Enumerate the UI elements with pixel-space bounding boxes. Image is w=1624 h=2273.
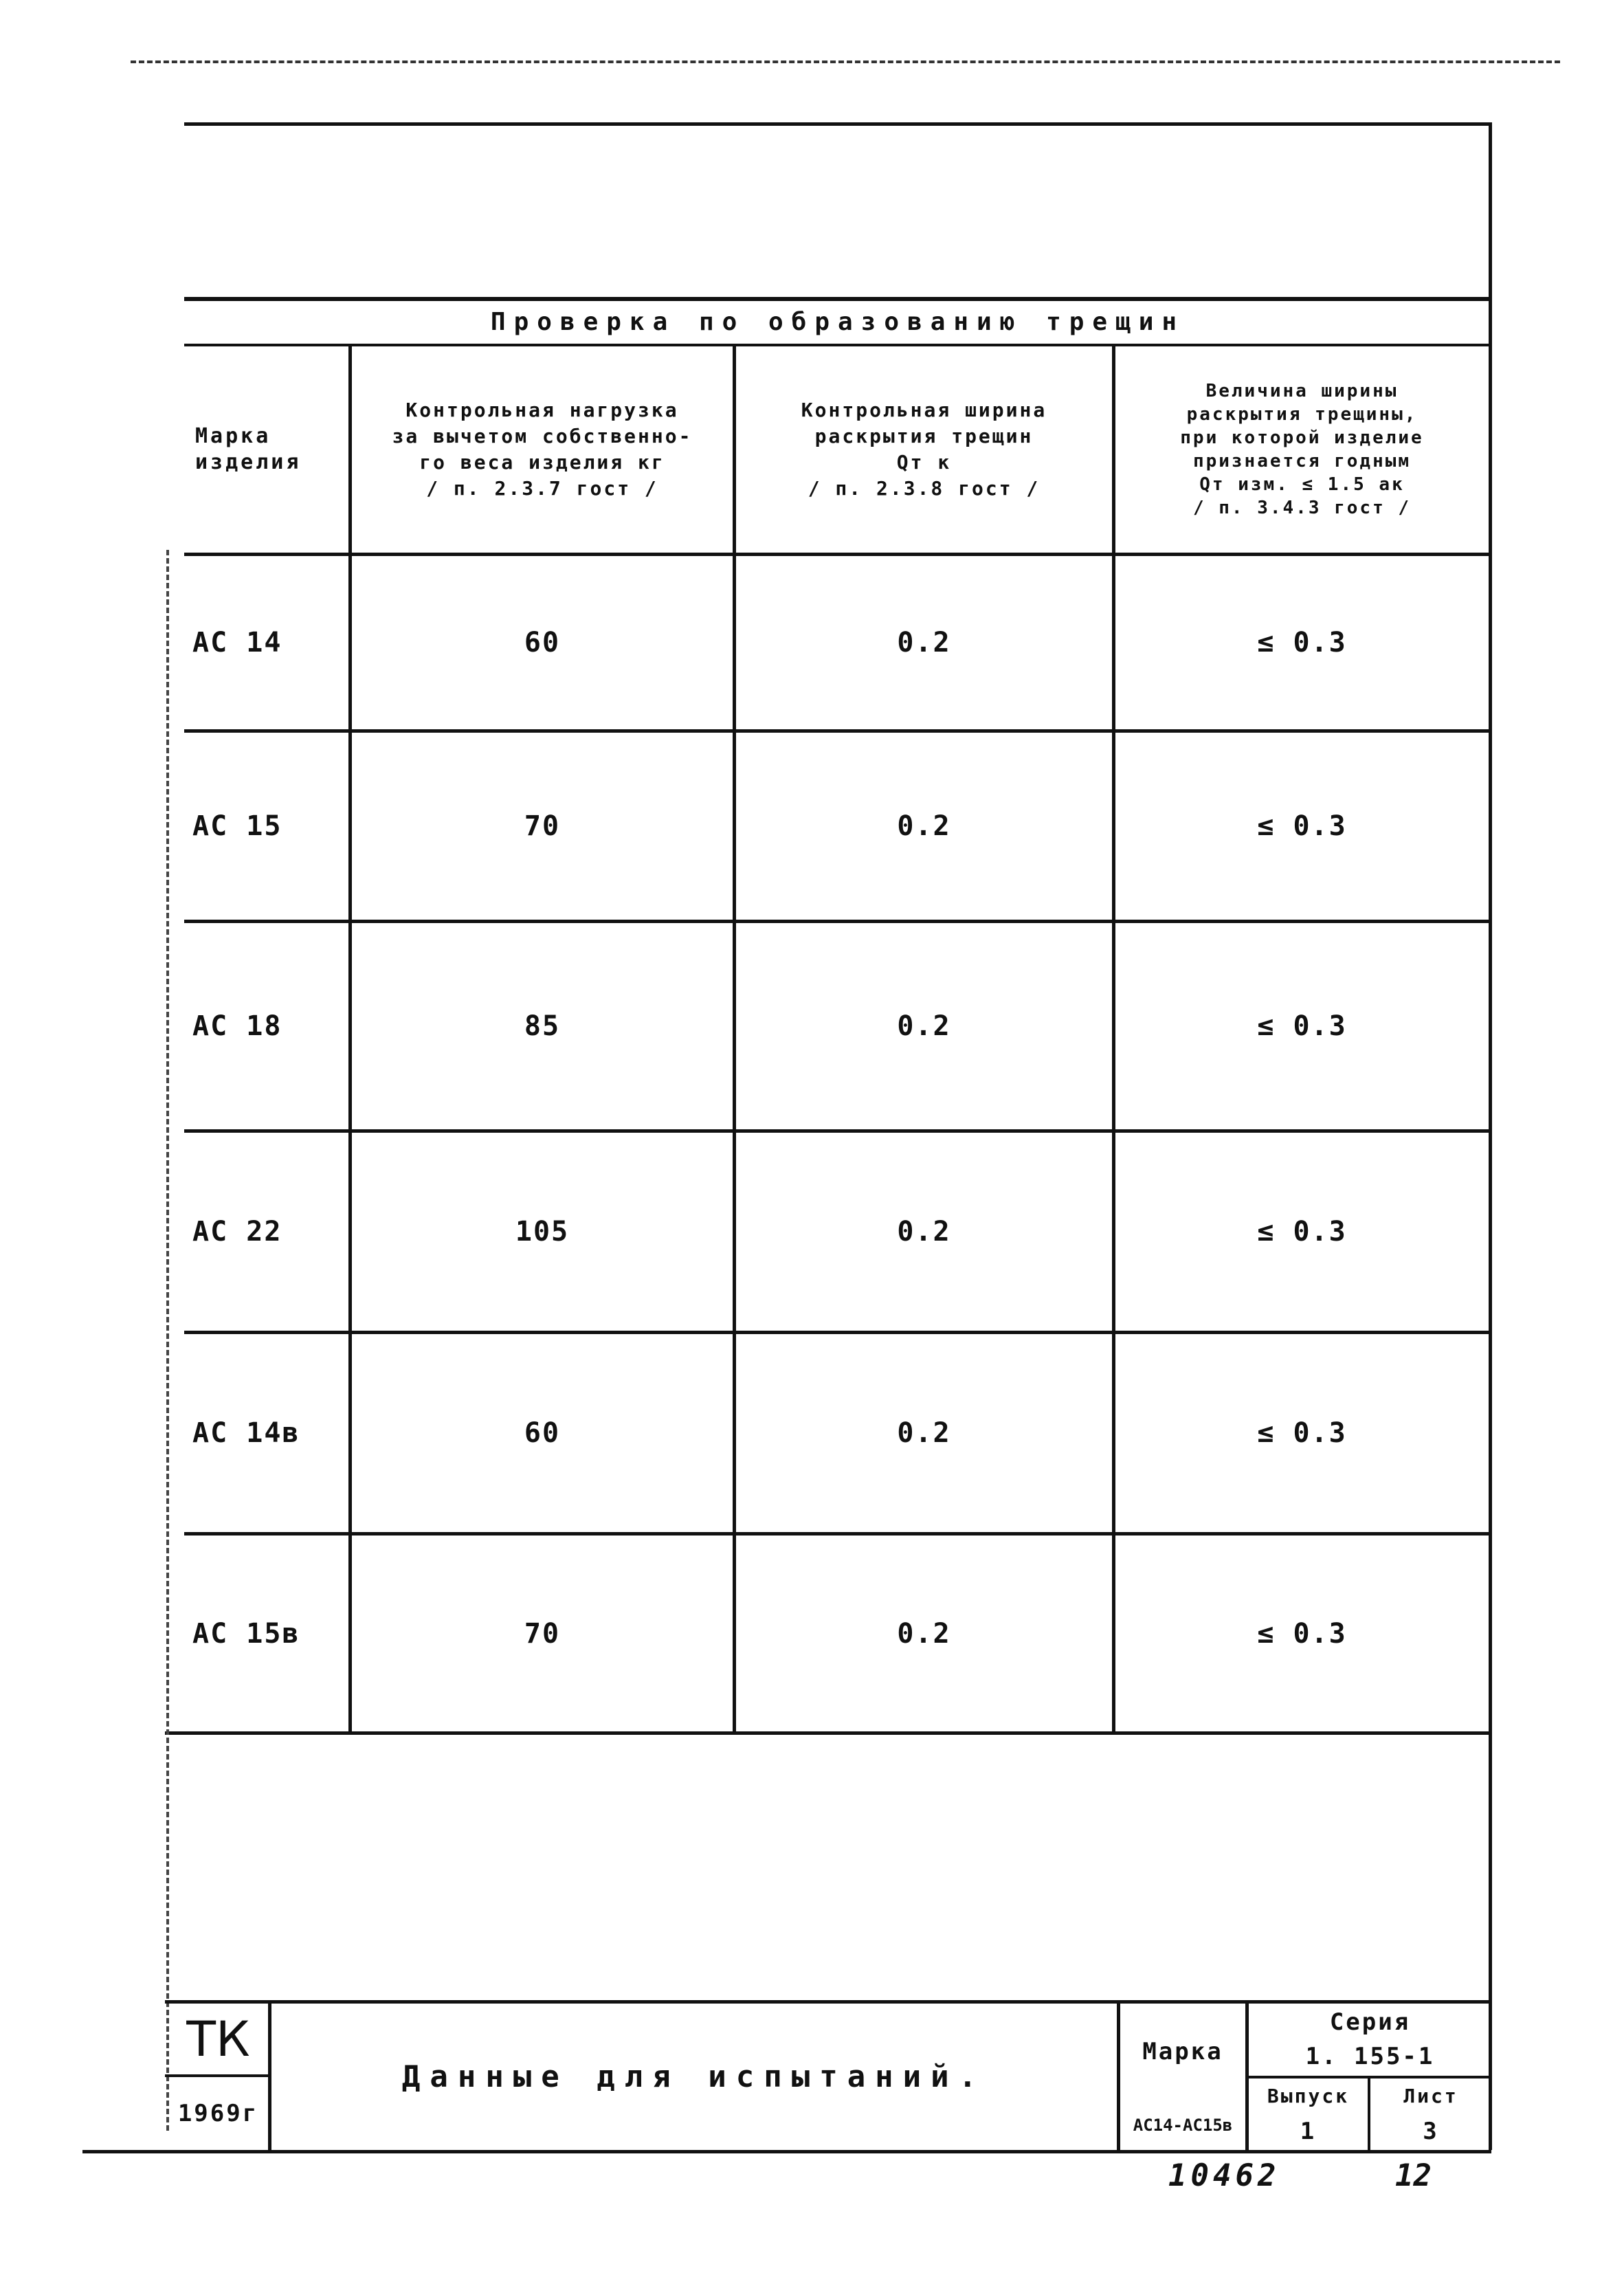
row-6-width: 0.2: [897, 1617, 951, 1650]
header-mark: Марка изделия: [195, 424, 302, 474]
stamp-series-value: 1. 155-1: [1305, 2043, 1435, 2070]
top-scan-edge: [131, 60, 1560, 63]
stamp-year: 1969г: [177, 2100, 259, 2127]
row-4-load: 105: [515, 1216, 570, 1248]
stamp-title: Данные для испытаний.: [401, 2059, 987, 2094]
row-6-line: [165, 1731, 1491, 1735]
row-1-mark: АС 14: [192, 627, 282, 658]
row-4-width: 0.2: [897, 1216, 951, 1248]
stamp-bottom-line: [82, 2150, 1491, 2153]
stamp-issue-label: Выпуск: [1267, 2084, 1350, 2107]
row-4-mark: АС 22: [192, 1216, 282, 1248]
row-5-load: 60: [524, 1417, 561, 1449]
row-5-mark: АС 14в: [192, 1417, 300, 1449]
row-3-width: 0.2: [897, 1010, 951, 1042]
row-1-width: 0.2: [897, 627, 951, 658]
stamp-sheet-label: Лист: [1403, 2084, 1458, 2107]
header-limit: Величина ширины раскрытия трещины, при которой изделие признается годным Qт изм. ≤ 1.5 aк / п. 3.4.3 гост /: [1180, 381, 1424, 518]
row-5-limit: ≤ 0.3: [1257, 1417, 1347, 1449]
table-caption: Проверка по образованию трещин: [490, 308, 1186, 336]
stamp-sheet-value: 3: [1423, 2118, 1439, 2145]
row-2-limit: ≤ 0.3: [1257, 810, 1347, 842]
row-6-load: 70: [524, 1617, 561, 1650]
row-6-mark: АС 15в: [192, 1617, 300, 1650]
row-2-width: 0.2: [897, 810, 951, 842]
stamp-series-label: Серия: [1329, 2008, 1411, 2036]
header-width: Контрольная ширина раскрытия трещин Qт к / п. 2.3.8 гост /: [801, 399, 1047, 500]
footer-inventory-number: 10462: [1168, 2158, 1280, 2193]
row-3-mark: АС 18: [192, 1010, 282, 1042]
row-3-limit: ≤ 0.3: [1257, 1010, 1347, 1042]
footer-page-number: 12: [1395, 2158, 1432, 2193]
row-4-limit: ≤ 0.3: [1257, 1216, 1347, 1248]
row-2-mark: АС 15: [192, 810, 282, 842]
stamp-mark-label: Марка: [1142, 2038, 1223, 2065]
row-5-width: 0.2: [897, 1417, 951, 1449]
header-load: Контрольная нагрузка за вычетом собственно- го веса изделия кг / п. 2.3.7 гост /: [392, 399, 693, 500]
left-binding-line: [166, 550, 169, 2131]
row-1-limit: ≤ 0.3: [1257, 627, 1347, 658]
frame-right-line: [1489, 122, 1492, 2150]
row-1-load: 60: [524, 627, 561, 658]
frame-top-line: [184, 122, 1491, 126]
stamp-mark-value: АС14-АС15в: [1133, 2115, 1233, 2135]
row-6-limit: ≤ 0.3: [1257, 1617, 1347, 1650]
row-2-load: 70: [524, 810, 561, 842]
stamp-org: ТК: [186, 2010, 250, 2067]
stamp-issue-value: 1: [1300, 2118, 1317, 2145]
row-3-load: 85: [524, 1010, 561, 1042]
